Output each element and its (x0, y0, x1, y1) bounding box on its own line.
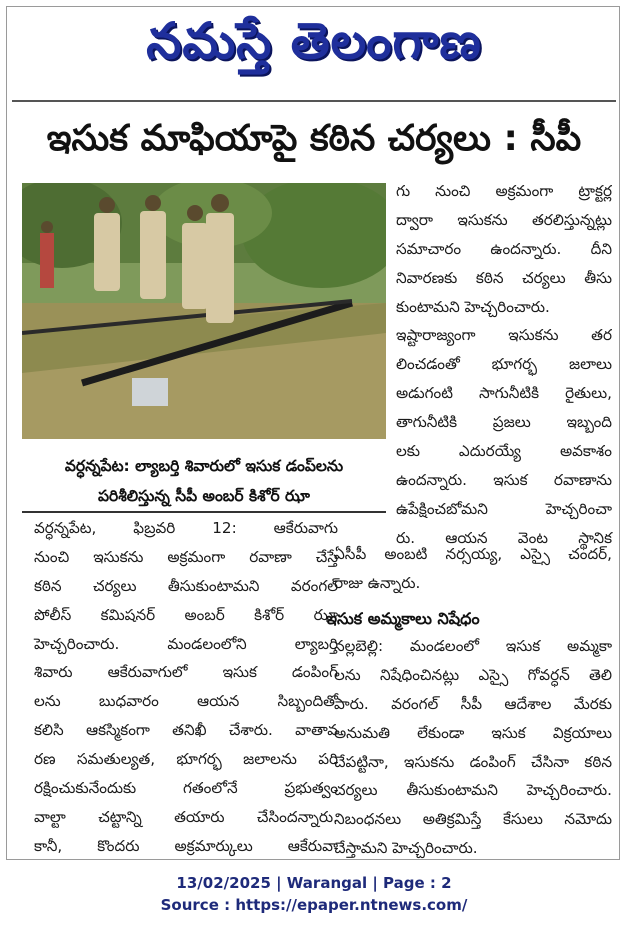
text-line: ద్వారా ఇసుకను తరలిస్తున్నట్లు (396, 210, 612, 229)
article-column-right-continued (334, 540, 612, 598)
photo-police-inspection (22, 183, 386, 439)
text-line: తాగునీటికి ప్రజలు ఇబ్బంది (396, 413, 612, 432)
masthead-divider (12, 100, 616, 102)
text-line: లించడంతో భూగర్భ జలాలు (396, 355, 612, 374)
text-line: రు. ఆయన వెంట స్థానిక (396, 528, 612, 547)
text-line: పోలీస్ కమిషనర్ అంబర్ కిశోర్ ఝా (34, 605, 338, 624)
text-line: కుంటామని హెచ్చరించారు. (396, 297, 550, 316)
footer-source-link[interactable]: Source : https://epaper.ntnews.com/ (160, 896, 468, 914)
text-line: కఠిన చర్యలు తీసుకుంటామని వరంగల్ (34, 576, 338, 595)
sub-headline: ఇసుక అమ్మకాలు నిషేధం (326, 609, 480, 628)
article-column-left (34, 514, 338, 861)
newspaper-masthead: నమస్తే తెలంగాణ (146, 12, 482, 70)
text-line: ఏసీపీ అంబటి నర్సయ్య, ఎస్సై చందర్, (334, 545, 612, 563)
text-line: చేస్తామని హెచ్చరించారు. (334, 839, 478, 858)
text-line: అనుమతి లేకుండా ఇసుక విక్రయాలు (334, 723, 612, 742)
article-column-right (396, 177, 612, 553)
text-line: ఉపేక్షించబోమని హెచ్చరించా (396, 499, 612, 518)
text-line: వర్ధన్నపేట, ఫిబ్రవరి 12: ఆకేరువాగు (34, 519, 338, 537)
footer-dateline: 13/02/2025 | Warangal | Page : 2 (176, 874, 452, 892)
photo-caption (22, 451, 386, 511)
page-footer (0, 872, 628, 916)
text-line: లను బుధవారం ఆయన సిబ్బందితో (34, 692, 338, 711)
text-line: రణ సమతుల్యత, భూగర్భ జలాలను పరి (34, 750, 338, 769)
text-line: నివారణకు కఠిన చర్యలు తీసు (396, 268, 612, 287)
article-headline: ఇసుక మాఫియాపై కఠిన చర్యలు : సీపీ (46, 118, 582, 159)
text-line: సమాచారం ఉందన్నారు. దీని (396, 239, 612, 258)
text-line: శివారు ఆకేరువాగులో ఇసుక డంపింగ్ (34, 663, 338, 682)
text-line: చేపట్టినా, ఇసుకను డంపింగ్ చేసినా కఠిన (334, 752, 612, 771)
caption-line: వర్ధన్నపేట: ల్యాబర్తి శివారులో ఇసుక డంప్‌లను (64, 457, 344, 475)
text-line: రక్షించుకునేందుకు గతంలోనే ప్రభుత్వం (34, 779, 338, 798)
caption-divider (22, 511, 386, 513)
text-line: గు నుంచి అక్రమంగా ట్రాక్టర్ల (396, 182, 612, 200)
text-line: ఇష్టారాజ్యంగా ఇసుకను తర (396, 326, 612, 345)
text-line: లను నిషేధించినట్లు ఎస్సై గోవర్ధన్ తెలి (334, 665, 612, 684)
text-line: హెచ్చరించారు. మండలంలోని ల్యాబర్తి (34, 634, 338, 653)
text-line: పారు. వరంగల్ సీపీ ఆదేశాల మేరకు (334, 694, 612, 713)
text-line: ఉందన్నారు. ఇసుక రవాణాను (396, 470, 612, 489)
text-line: అడుగంటి సాగునీటికి రైతులు, (396, 384, 612, 403)
text-line: నిబంధనలు అతిక్రమిస్తే కేసులు నమోదు (334, 810, 612, 829)
text-line: వాల్టా చట్టాన్ని తయారు చేసిందన్నారు. (34, 807, 338, 826)
text-line: కానీ, కొందరు అక్రమార్కులు ఆకేరువా (34, 836, 338, 855)
sub-article-column (334, 632, 612, 863)
text-line: నల్లబెల్లి: మండలంలో ఇసుక అమ్మకా (334, 637, 612, 655)
text-line: లకు ఎదురయ్యే అవకాశం (396, 442, 612, 461)
text-line: నుంచి ఇసుకను అక్రమంగా రవాణా చేస్తే (34, 547, 338, 566)
caption-line: పరిశీలిస్తున్న సీపీ అంబర్ కిశోర్ ఝా (98, 487, 310, 505)
news-photo (22, 183, 386, 439)
text-line: రాజు ఉన్నారు. (334, 573, 421, 592)
text-line: కలిసి ఆకస్మికంగా తనిఖీ చేశారు. వాతావ (34, 721, 338, 740)
text-line: చర్యలు తీసుకుంటామని హెచ్చరించారు. (334, 781, 612, 800)
